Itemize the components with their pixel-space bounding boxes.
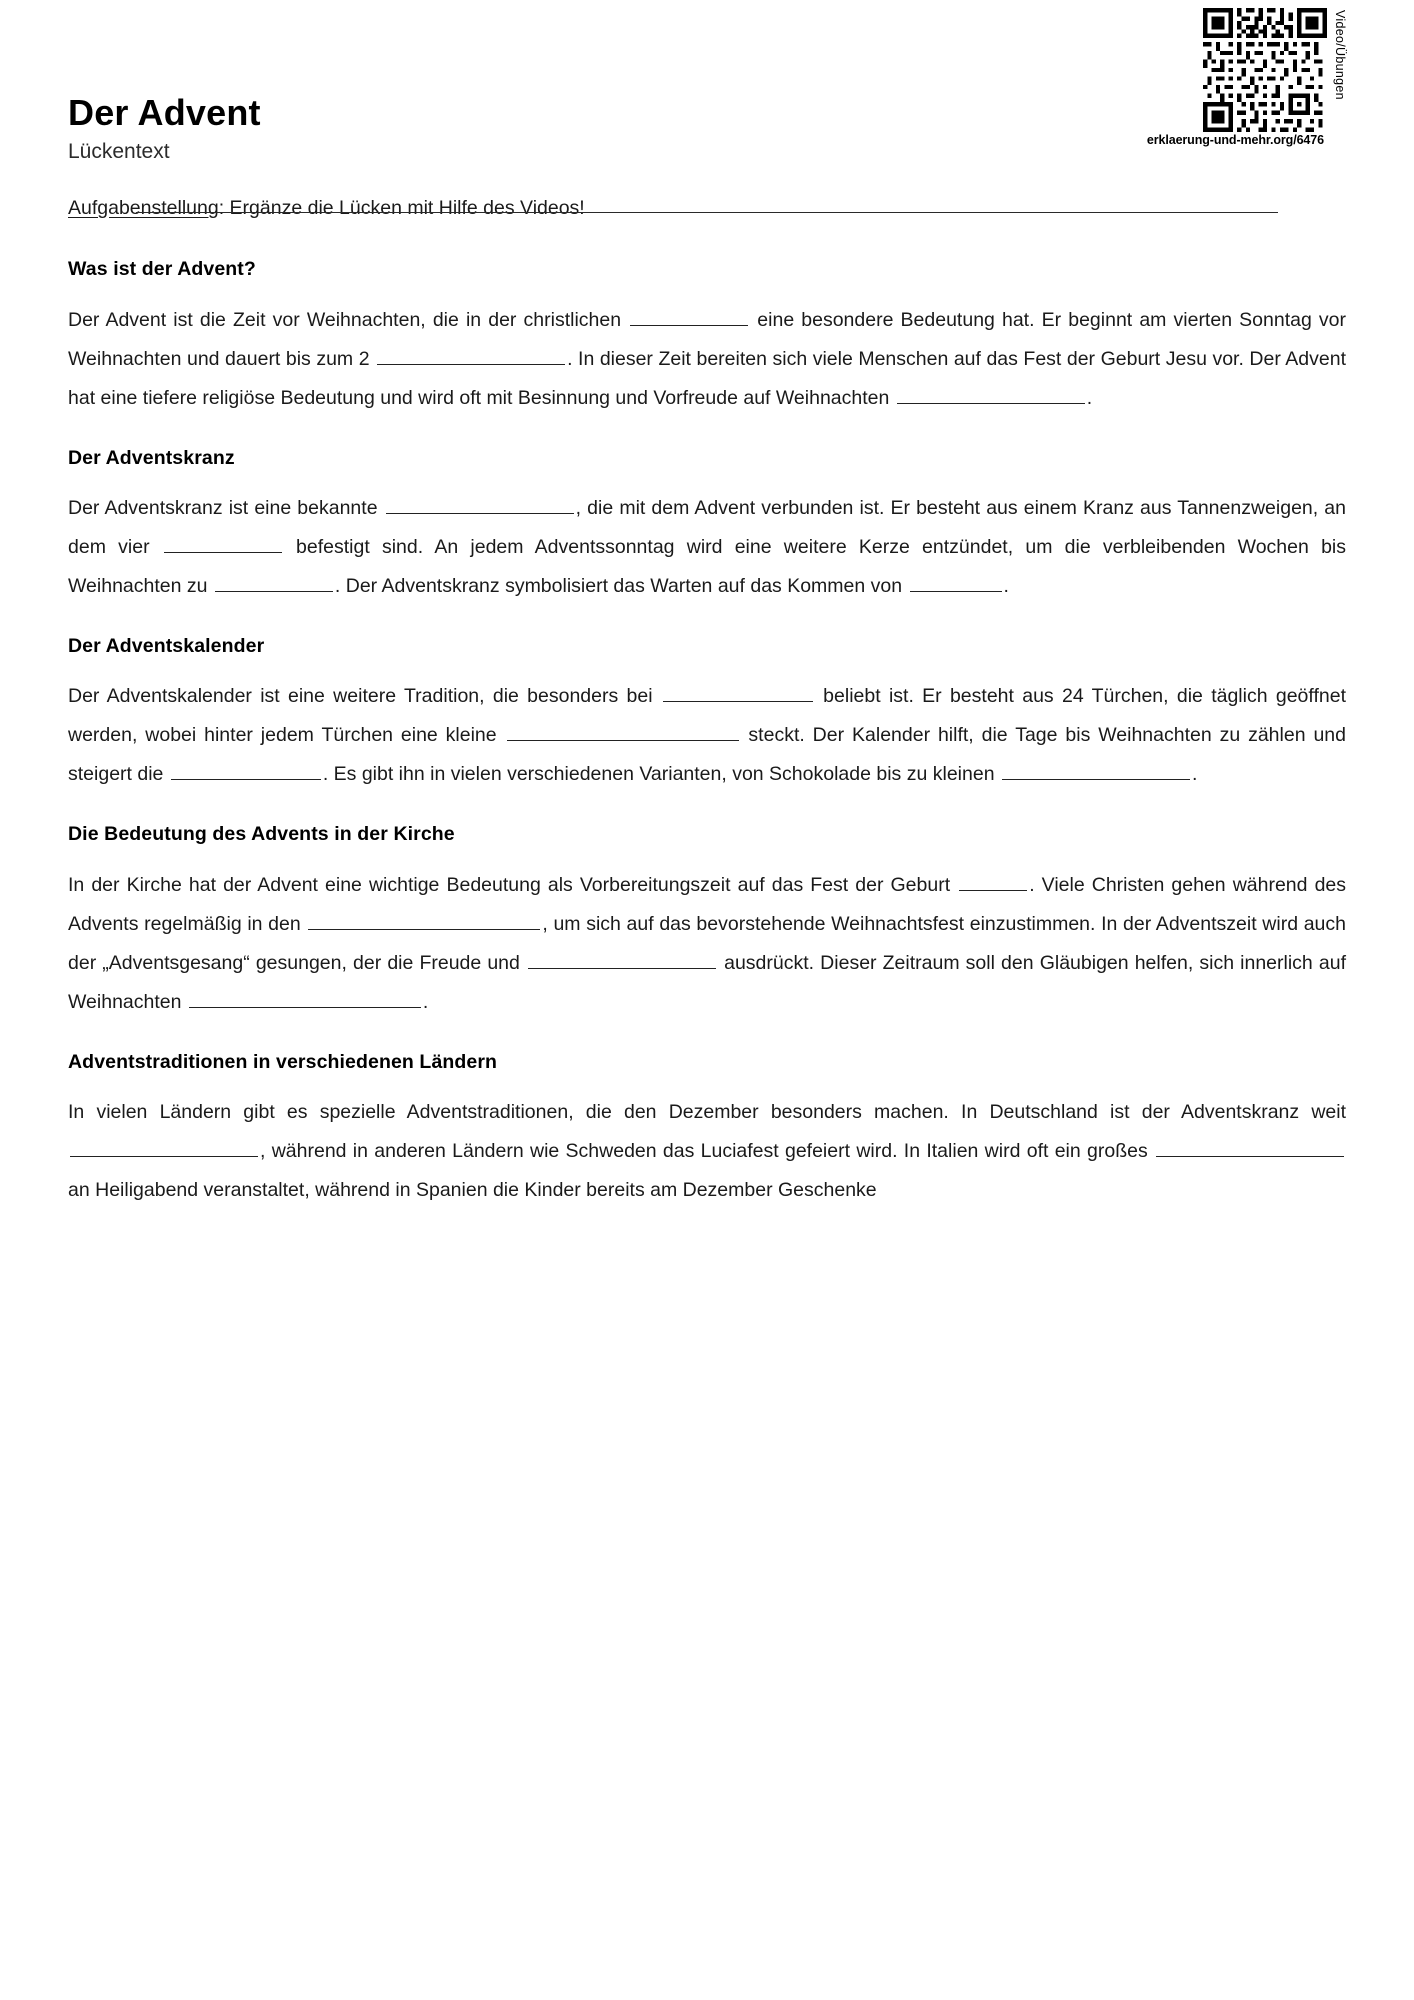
section-heading: Was ist der Advent? [68,258,256,281]
text-run: In vielen Ländern gibt es spezielle Adventstraditionen, die den Dezember besonders machen. In Deutschland ist der Adventskranz weit [68,1100,1346,1123]
header-divider [136,212,1278,213]
section-der-adventskalender [68,634,1346,794]
blank-field[interactable] [308,912,540,930]
blank-field[interactable] [630,308,748,326]
section-adventstraditionen [68,1050,1346,1210]
qr-code-icon[interactable] [1203,8,1327,132]
section-heading: Adventstraditionen in verschiedenen Ländern [68,1050,498,1073]
text-run: . [1003,574,1009,597]
blank-field[interactable] [528,951,716,969]
text-run: steckt. Der Kalender hilft, die Tage bis Weihnachten zu zählen und steigert die [68,724,1346,786]
text-run: . Viele Christen gehen während des Advents regelmäßig in den [68,873,1347,935]
section-heading: Der Adventskalender [68,634,265,657]
blank-field[interactable] [377,347,565,365]
blank-field[interactable] [164,535,282,553]
worksheet-content [68,152,1346,1210]
page-title: Der Advent [68,92,261,133]
section-paragraph [68,866,1346,1022]
blank-field[interactable] [663,684,813,702]
text-run: , während in anderen Ländern wie Schweden das Luciafest gefeiert wird. In Italien wird oft ein großes [260,1139,1154,1162]
text-run: Der Adventskalender ist eine weitere Tradition, die besonders bei [68,685,661,708]
text-run: eine besondere Bedeutung hat. Er beginnt am vierten Sonntag vor Weihnachten und dauert bis zum 2 [68,308,1346,370]
qr-caption: Video/Übungen [1333,10,1347,100]
text-run: . Es gibt ihn in vielen verschiedenen Varianten, von Schokolade bis zu kleinen [322,763,1000,786]
section-heading: Die Bedeutung des Advents in der Kirche [68,823,455,846]
text-run: befestigt sind. An jedem Adventssonntag wird eine weitere Kerze entzündet, um die verbleibenden Wochen bis Weihnachten zu [68,535,1346,597]
section-was-ist-der-advent [68,257,1346,417]
blank-field[interactable] [386,496,574,514]
text-run: In der Kirche hat der Advent eine wichtige Bedeutung als Vorbereitungszeit auf das Fest der Geburt [68,873,958,896]
qr-block[interactable] [1203,8,1347,132]
blank-field[interactable] [1156,1139,1344,1157]
text-run: ausdrückt. Dieser Zeitraum soll den Gläubigen helfen, sich innerlich auf Weihnachten [68,951,1346,1013]
blank-field[interactable] [1002,762,1190,780]
section-paragraph [68,677,1346,794]
task-label: Aufgabenstellung [68,197,219,219]
task-text: : Ergänze die Lücken mit Hilfe des Videos! [218,197,585,219]
text-run: , um sich auf das bevorstehende Weihnachtsfest einzustimmen. In der Adventszeit wird auch der „Adventsgesang“ gesungen, der die Freude und [68,912,1346,974]
text-run: . [1086,386,1093,409]
section-paragraph [68,489,1346,606]
task-instruction [68,194,1346,223]
section-heading: Der Adventskranz [68,446,235,469]
page-subtitle: Lückentext [68,140,170,164]
section-der-adventskranz [68,446,1346,606]
page-header [68,0,1347,164]
blank-field[interactable] [215,574,333,592]
title-block [68,92,261,165]
section-paragraph [68,1093,1346,1210]
blank-field[interactable] [897,386,1085,404]
text-run: . [1191,763,1198,786]
text-run: , die mit dem Advent verbunden ist. Er besteht aus einem Kranz aus Tannenzweigen, an dem vier [68,496,1346,558]
section-paragraph [68,301,1346,418]
text-run: Der Advent ist die Zeit vor Weihnachten, die in der christlichen [68,308,629,331]
qr-url-label: erklaerung-und-mehr.org/6476 [1146,133,1324,147]
text-run: Der Adventskranz ist eine bekannte [68,496,384,519]
section-bedeutung-in-der-kirche [68,822,1346,1021]
text-run: . Der Adventskranz symbolisiert das Warten auf das Kommen von [334,574,908,597]
blank-field[interactable] [959,873,1027,891]
text-run: an Heiligabend veranstaltet, während in Spanien die Kinder bereits am Dezember Geschenke [68,1178,877,1201]
blank-field[interactable] [910,574,1002,592]
blank-field[interactable] [70,1139,258,1157]
blank-field[interactable] [507,723,739,741]
blank-field[interactable] [189,990,421,1008]
text-run: . [422,990,429,1013]
blank-field[interactable] [171,762,321,780]
text-run: . In dieser Zeit bereiten sich viele Menschen auf das Fest der Geburt Jesu vor. Der Advent hat eine tiefere religiöse Bedeutung und wird oft mit Besinnung und Vorfreude auf Weihnachten [68,347,1346,409]
text-run: beliebt ist. Er besteht aus 24 Türchen, die täglich geöffnet werden, wobei hinter jedem Türchen eine kleine [68,685,1346,747]
